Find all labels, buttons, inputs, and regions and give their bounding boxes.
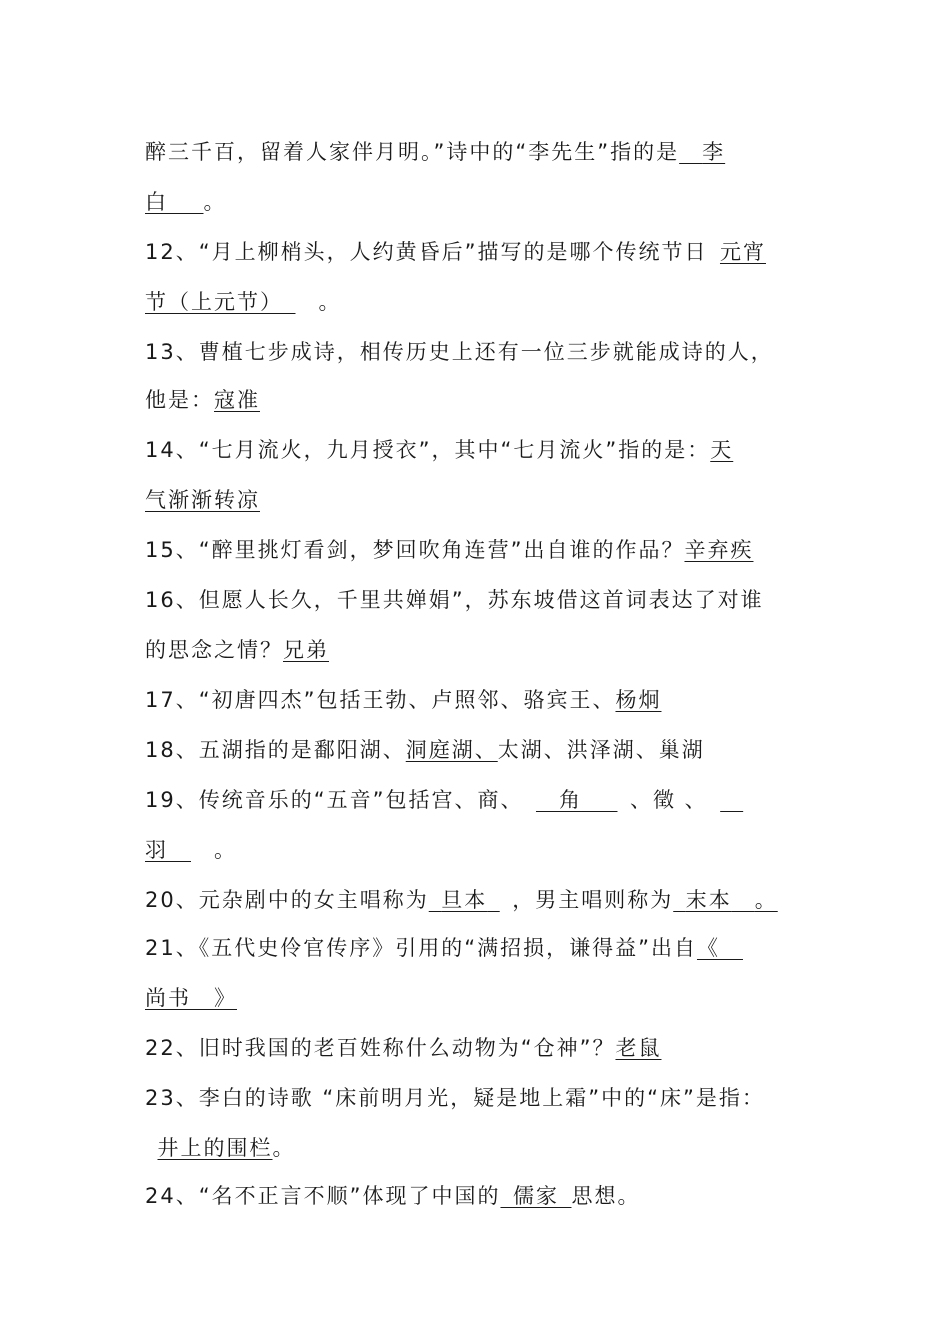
- answer-blank: 兄弟: [283, 638, 329, 662]
- line-text: 24、“名不正言不顺”体现了中国的: [145, 1184, 501, 1208]
- text-line: [145, 430, 815, 470]
- line-text: 20、元杂剧中的女主唱称为: [145, 888, 429, 912]
- line-text: 17、“初唐四杰”包括王勃、卢照邻、骆宾王、: [145, 688, 616, 712]
- text-line: [145, 530, 815, 570]
- answer-blank: 《: [696, 936, 720, 960]
- text-line: [145, 780, 815, 820]
- line-text: 19、传统音乐的“五音”包括宫、商、: [145, 788, 524, 812]
- line-text: 22、旧时我国的老百姓称什么动物为“仓神”？: [145, 1036, 616, 1060]
- answer-blank: 旦本: [441, 888, 488, 912]
- text-line: [145, 680, 815, 720]
- line-text: 。: [318, 290, 342, 314]
- answer-blank: 洞庭湖、: [405, 738, 498, 762]
- answer-blank: 寇准: [214, 388, 260, 412]
- line-text: 13、曹植七步成诗，相传历史上还有一位三步就能成诗的人，: [145, 340, 774, 364]
- line-text: 他是：: [145, 388, 214, 412]
- line-text: 21、《五代史伶官传序》引用的“满招损，谦得益”出自: [145, 936, 697, 960]
- text-line: [145, 1028, 815, 1068]
- text-line: [145, 380, 815, 420]
- line-text: 太湖、洪泽湖、巢湖: [497, 738, 705, 762]
- answer-blank: 辛弃疾: [684, 538, 754, 562]
- text-line: [145, 282, 815, 322]
- text-line: [145, 232, 815, 272]
- line-text: 18、五湖指的是鄱阳湖、: [145, 738, 406, 762]
- answer-blank: 节（上元节）: [145, 290, 283, 314]
- answer-blank: 末本 。: [685, 888, 778, 912]
- text-line: [145, 1078, 815, 1118]
- text-line: [145, 730, 815, 770]
- line-text: 15、“醉里挑灯看剑，梦回吹角连营”出自谁的作品？: [145, 538, 685, 562]
- text-line: [145, 978, 815, 1018]
- answer-blank: 尚书 》: [145, 986, 237, 1010]
- answer-blank: 李: [702, 140, 726, 164]
- line-text: ，男主唱则称为: [512, 888, 674, 912]
- text-line: [145, 182, 815, 222]
- text-line: [145, 830, 815, 870]
- text-line: [145, 332, 815, 372]
- answer-blank: 儒家: [512, 1184, 559, 1208]
- line-text: 。: [272, 1136, 296, 1160]
- line-text: 。: [203, 190, 227, 214]
- line-text: 23、李白的诗歌 “床前明月光，疑是地上霜”中的“床”是指：: [145, 1086, 765, 1110]
- answer-blank: 气渐渐转凉: [145, 488, 260, 512]
- line-text: 14、“七月流火，九月授衣”，其中“七月流火”指的是：: [145, 438, 711, 462]
- text-line: [145, 1176, 815, 1216]
- line-text: 的思念之情？: [145, 638, 283, 662]
- answer-blank: 杨炯: [615, 688, 662, 712]
- line-text: 思想。: [571, 1184, 641, 1208]
- answer-blank: 井上的围栏: [157, 1136, 273, 1160]
- text-line: [145, 580, 815, 620]
- answer-blank: 天: [710, 438, 734, 462]
- answer-blank: [720, 788, 743, 812]
- text-line: [145, 1128, 815, 1168]
- line-text: 醉三千百，留着人家伴月明。”诗中的“李先生”指的是: [145, 140, 680, 164]
- line-text: 12、“月上柳梢头，人约黄昏后”描写的是哪个传统节日: [145, 240, 708, 264]
- answer-blank: 老鼠: [615, 1036, 662, 1060]
- text-line: [145, 480, 815, 520]
- answer-blank: 白: [145, 190, 168, 214]
- text-line: [145, 880, 815, 920]
- answer-blank: 角: [558, 788, 582, 812]
- text-line: [145, 630, 815, 670]
- text-line: [145, 132, 815, 172]
- answer-blank: 元宵: [719, 240, 766, 264]
- line-text: 16、但愿人长久，千里共婵娟”，苏东坡借这首词表达了对谁: [145, 588, 764, 612]
- line-text: 、徵 、: [629, 788, 708, 812]
- line-text: 。: [214, 838, 237, 862]
- text-line: [145, 928, 815, 968]
- answer-blank: 羽: [145, 838, 168, 862]
